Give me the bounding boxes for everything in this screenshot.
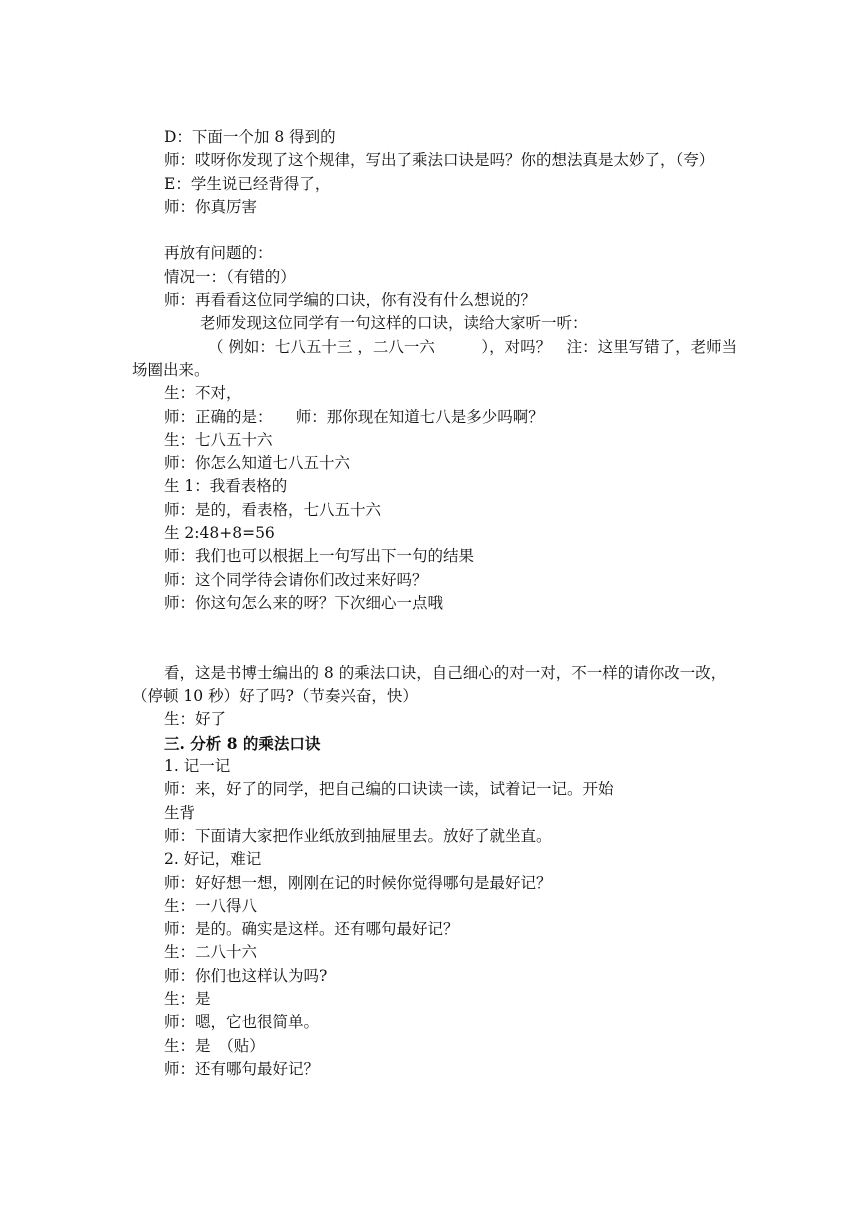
dialogue-line: 生：七八五十六 bbox=[164, 430, 273, 449]
dialogue-line: 师：你们也这样认为吗? bbox=[164, 966, 328, 985]
dialogue-line: 生 1：我看表格的 bbox=[164, 477, 288, 496]
dialogue-line: 生：一八得八 bbox=[164, 896, 258, 915]
dialogue-line: D：下面一个加 8 得到的 bbox=[164, 128, 336, 146]
document-body bbox=[132, 126, 742, 1081]
dialogue-line: E：学生说已经背得了， bbox=[164, 174, 331, 193]
blank-lines bbox=[132, 615, 742, 662]
dialogue-line: 师：再看看这位同学编的口诀，你有没有什么想说的？ bbox=[164, 291, 537, 310]
dialogue-line: 师：你这句怎么来的呀？下次细心一点哦 bbox=[164, 593, 444, 612]
dialogue-line: 师：是的，看表格，七八五十六 bbox=[164, 500, 382, 519]
section-heading: 三. 分析 8 的乘法口诀 bbox=[164, 733, 321, 753]
example-line: （ 例如：七八五十三 ，二八一六 ），对吗？ 注：这里写错了，老师当场圈出来。 bbox=[132, 337, 738, 379]
dialogue-line: 师：你怎么知道七八五十六 bbox=[164, 454, 351, 473]
narration-line: 老师发现这位同学有一句这样的口诀，读给大家听一听： bbox=[200, 314, 588, 333]
dialogue-line: 师：是的。确实是这样。还有哪句最好记？ bbox=[164, 920, 459, 939]
dialogue-line: 生：二八十六 bbox=[164, 943, 258, 962]
dialogue-line: 师：正确的是： 师：那你现在知道七八是多少吗啊？ bbox=[164, 407, 544, 426]
dialogue-line: 生：好了 bbox=[164, 710, 227, 729]
dialogue-line: 师：好好想一想，刚刚在记的时候你觉得哪句是最好记？ bbox=[164, 873, 552, 892]
dialogue-line: 师：还有哪句最好记？ bbox=[164, 1059, 320, 1078]
blank-line bbox=[132, 219, 742, 242]
dialogue-line: 生背 bbox=[164, 803, 196, 822]
case-heading: 情况一：（有错的） bbox=[164, 267, 296, 286]
subsection-heading: 2. 好记，难记 bbox=[164, 850, 262, 869]
narration-paragraph: 看，这是书博士编出的 8 的乘法口诀，自己细心的对一对，不一样的请你改一改，（停顿 10 秒）好了吗?（节奏兴奋，快） bbox=[132, 663, 727, 706]
dialogue-line: 生 2:48+8=56 bbox=[164, 524, 275, 543]
dialogue-line: 师：哎呀你发现了这个规律，写出了乘法口诀是吗？你的想法真是太妙了，（夸） bbox=[164, 151, 715, 170]
dialogue-line: 生：不对， bbox=[164, 384, 242, 403]
dialogue-line: 师：你真厉害 bbox=[164, 197, 258, 216]
dialogue-line: 师：这个同学待会请你们改过来好吗？ bbox=[164, 570, 428, 589]
dialogue-line: 生：是 bbox=[164, 989, 211, 1008]
dialogue-line: 生：是 （贴） bbox=[164, 1036, 265, 1055]
subsection-heading: 1. 记一记 bbox=[164, 757, 231, 776]
section-intro: 再放有问题的： bbox=[164, 244, 273, 263]
dialogue-line: 师：嗯，它也很简单。 bbox=[164, 1013, 320, 1032]
dialogue-line: 师：我们也可以根据上一句写出下一句的结果 bbox=[164, 547, 475, 566]
dialogue-line: 师：来，好了的同学，把自己编的口诀读一读，试着记一记。开始 bbox=[164, 780, 614, 799]
dialogue-line: 师：下面请大家把作业纸放到抽屉里去。放好了就坐直。 bbox=[164, 826, 552, 845]
